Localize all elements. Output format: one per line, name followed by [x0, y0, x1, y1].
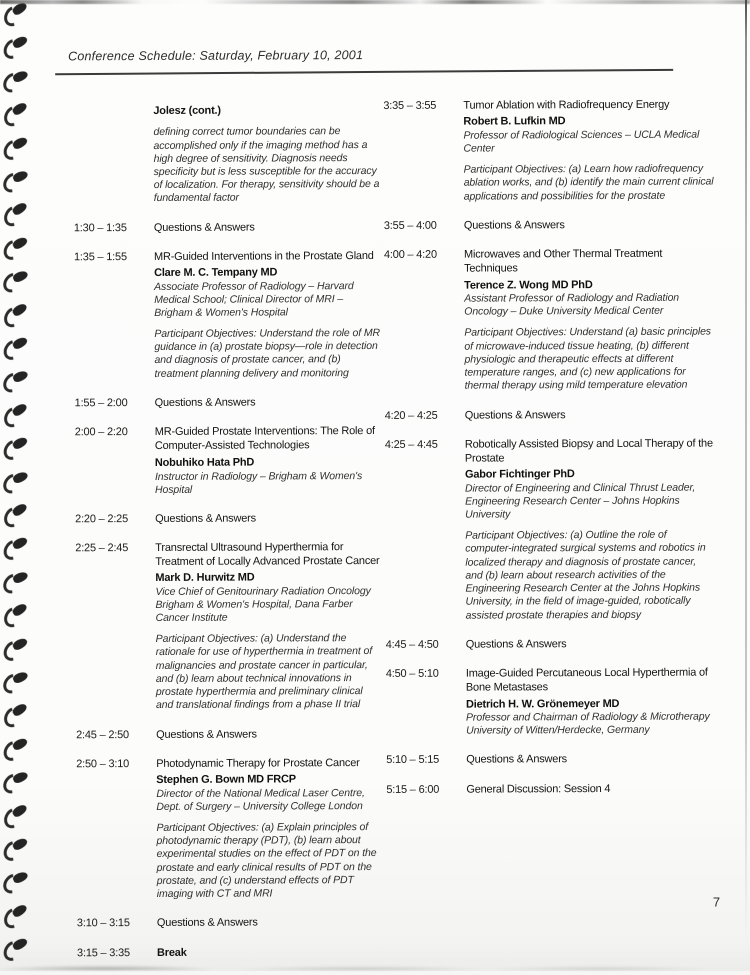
header-rule	[55, 69, 673, 75]
entry-speaker: Gabor Fichtinger PhD	[464, 468, 575, 481]
entry-time: 2:50 – 3:10	[76, 757, 130, 771]
schedule-entry	[75, 395, 383, 411]
entry-title: General Discussion: Session 4	[466, 782, 611, 796]
entry-title: MR-Guided Prostate Interventions: The Role of Computer-Assisted Technologies	[154, 425, 375, 453]
entry-title: Questions & Answers	[155, 512, 256, 525]
entry-title: Questions & Answers	[464, 408, 566, 422]
schedule-entry	[76, 727, 384, 743]
page-number: 7	[712, 894, 721, 910]
entry-title: Questions & Answers	[463, 218, 565, 232]
entry-time: 3:15 – 3:35	[77, 946, 130, 959]
schedule-entry	[77, 915, 385, 931]
entry-paragraph: Participant Objectives: (a) Understand the rationale for use of hyperthermia in treatment of malignancies and prostate cancer in particular, and (b) learn about technical innovations in prostate hyperthermia and preliminary clinical and translational findings from a phase II trial	[155, 632, 373, 712]
entry-title: Questions & Answers	[156, 728, 257, 741]
entry-speaker: Terence Z. Wong MD PhD	[464, 278, 593, 292]
entry-time: 4:00 – 4:20	[383, 248, 437, 261]
entry-speaker: Dietrich H. W. Grönemeyer MD	[465, 697, 620, 711]
schedule-entry	[74, 249, 383, 381]
page-header	[68, 48, 363, 63]
entry-paragraph: Participant Objectives: Understand (a) basic principles of microwave-induced tissue heating, (b) different physiologic and therapeutic effects at different temperature ranges, and (c) new applications for thermal therapy using mild temperature elevation	[464, 325, 711, 392]
schedule-entry	[75, 424, 383, 497]
entry-affiliation: Professor of Radiological Sciences – UCLA Medical Center	[463, 128, 700, 155]
entry-time: 1:55 – 2:00	[74, 396, 128, 410]
entry-time: 1:35 – 1:55	[73, 250, 127, 264]
entry-title: Robotically Assisted Biopsy and Local Therapy of the Prostate	[464, 437, 713, 465]
schedule-entry	[385, 436, 718, 622]
entry-time: 2:20 – 2:25	[75, 512, 129, 525]
entry-paragraph: defining correct tumor boundaries can be accomplished only if the imaging method has a high degree of sensitivity. Diagnosis needs specificity but is less susceptible for the accuracy of localization. For therapy, sensitivity should be a fundamental factor	[153, 125, 380, 205]
entry-title: Questions & Answers	[153, 221, 255, 234]
entry-time: 2:25 – 2:45	[75, 541, 129, 555]
column-left	[73, 103, 385, 975]
entry-time: 5:10 – 5:15	[386, 754, 440, 767]
entry-time: 2:00 – 2:20	[74, 426, 128, 439]
entry-affiliation: Assistant Professor of Radiology and Radiation Oncology – Duke University Medical Center	[464, 292, 680, 318]
schedule-entry	[384, 247, 717, 394]
schedule-entry	[386, 666, 718, 739]
entry-time	[73, 104, 153, 206]
entry-affiliation: Director of Engineering and Clinical Thrust Leader, Engineering Research Center – Johns Hopkins University	[464, 481, 696, 521]
entry-time: 1:30 – 1:35	[73, 221, 127, 234]
entry-affiliation: Director of the National Medical Laser Centre, Dept. of Surgery – University College London	[156, 786, 365, 813]
entry-affiliation: Associate Professor of Radiology – Harvard Medical School; Clinical Director of MRI – Brigham & Women's Hospital	[154, 280, 354, 319]
entry-title: Questions & Answers	[154, 396, 256, 409]
header-title: Conference Schedule: Saturday, February 10, 2001	[68, 48, 364, 64]
entry-time: 4:50 – 5:10	[385, 667, 439, 680]
schedule-entry	[383, 98, 715, 204]
schedule-entry	[75, 511, 383, 527]
entry-time: 5:15 – 6:00	[386, 783, 440, 796]
entry-speaker: Robert B. Lufkin MD	[463, 115, 566, 128]
entry-title: Jolesz (cont.)	[153, 104, 221, 117]
entry-title: Transrectal Ultrasound Hyperthermia for Treatment of Locally Advanced Prostate Cancer	[155, 540, 380, 569]
entry-paragraph: Participant Objectives: (a) Explain principles of photodynamic therapy (PDT), (b) learn about experimental studies on the effect of PDT on the prostate and early clinical results of PDT on the prostate, and (c) understand effects of PDT imaging with CT and MRI	[156, 820, 377, 900]
entry-title: Image-Guided Percutaneous Local Hyperthermia of Bone Metastases	[465, 666, 708, 694]
schedule-entry	[386, 636, 718, 652]
schedule-entry	[385, 407, 717, 423]
schedule-entry	[77, 944, 385, 960]
entry-paragraph: Participant Objectives: Understand the role of MR guidance in (a) prostate biopsy—role in detection and diagnosis of prostate cancer, and (b) treatment planning delivery and monitoring	[154, 326, 380, 380]
entry-title: Questions & Answers	[465, 637, 567, 651]
entry-speaker: Mark D. Hurwitz MD	[155, 571, 255, 585]
column-right	[383, 98, 718, 812]
schedule-entry	[386, 752, 718, 768]
entry-affiliation: Professor and Chairman of Radiology & Microtherapy University of Witten/Herdecke, Germany	[465, 710, 710, 737]
entry-title: Tumor Ablation with Radiofrequency Energy	[463, 98, 670, 112]
entry-title: Microwaves and Other Thermal Treatment Techniques	[463, 247, 663, 275]
entry-time: 4:25 – 4:45	[384, 438, 438, 451]
schedule-entry	[75, 540, 384, 713]
entry-speaker: Clare M. C. Tempany MD	[154, 266, 278, 280]
entry-affiliation: Instructor in Radiology – Brigham & Women's Hospital	[154, 469, 363, 496]
schedule-entry	[74, 220, 382, 236]
entry-time: 2:45 – 2:50	[76, 728, 129, 741]
entry-speaker: Nobuhiko Hata PhD	[154, 456, 255, 469]
entry-title: MR-Guided Interventions in the Prostate Gland	[153, 249, 374, 263]
entry-speaker: Stephen G. Bown MD FRCP	[156, 773, 296, 787]
schedule-entry	[384, 217, 716, 233]
entry-title: Photodynamic Therapy for Prostate Cancer	[156, 756, 360, 770]
schedule-entry	[386, 781, 718, 797]
schedule-entry	[76, 756, 385, 902]
entry-time: 3:55 – 4:00	[383, 219, 437, 232]
entry-title: Questions & Answers	[156, 916, 258, 930]
entry-paragraph: Participant Objectives: (a) Outline the role of computer-integrated surgical systems and robotics in localized therapy and diagnosis of prostate cancer, and (b) learn about research activities of the Engineering Research Center at the Johns Hopkins University, in the field of image-guided, robotically assisted prostate therapies and biopsy	[465, 528, 706, 622]
entry-time: 4:20 – 4:25	[384, 409, 438, 422]
entry-time: 3:10 – 3:15	[76, 917, 130, 930]
entry-time: 4:45 – 4:50	[385, 638, 439, 651]
entry-title: Questions & Answers	[466, 753, 567, 766]
schedule-entry	[73, 103, 381, 206]
entry-affiliation: Vice Chief of Genitourinary Radiation Oncology Brigham & Women's Hospital, Dana Farber Cancer Institute	[155, 585, 371, 625]
entry-paragraph: Participant Objectives: (a) Learn how radiofrequency ablation works, and (b) identify the main current clinical applications and possibilities for the prostate	[463, 162, 714, 203]
entry-title: Break	[157, 946, 187, 959]
entry-time: 3:35 – 3:55	[383, 99, 437, 112]
